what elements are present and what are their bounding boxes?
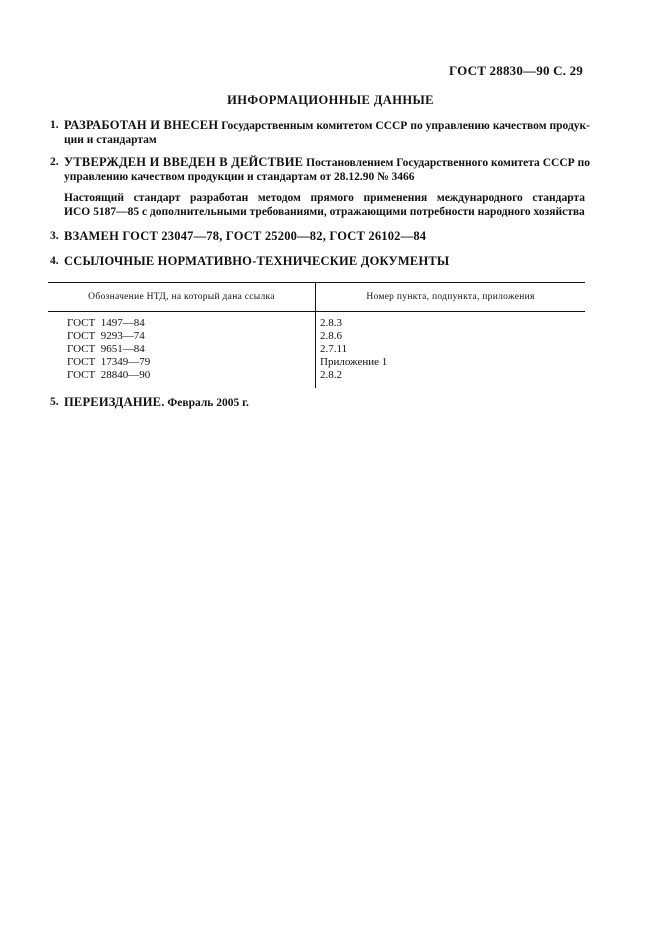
info-item-5 <box>50 395 590 410</box>
cell-designation: ГОСТ 1497—84 <box>67 317 145 329</box>
cell-designation: ГОСТ 17349—79 <box>67 356 151 368</box>
info-item-3 <box>50 229 590 244</box>
cell-designation: ГОСТ 28840—90 <box>67 369 151 381</box>
table-row <box>48 330 585 343</box>
table-row <box>48 343 585 356</box>
info-item-2 <box>50 155 590 184</box>
item-text <box>50 155 590 184</box>
item-text <box>50 229 590 244</box>
item-lead: УТВЕРЖДЕН И ВВЕДЕН В ДЕЙСТВИЕ <box>64 155 304 169</box>
reference-table <box>48 282 585 388</box>
item-text <box>50 118 590 147</box>
item-number: 4. <box>50 255 59 267</box>
item-number: 1. <box>50 119 59 131</box>
table-row <box>48 317 585 330</box>
cell-clause: 2.7.11 <box>320 343 348 355</box>
info-item-4 <box>50 254 590 269</box>
item-lead: ССЫЛОЧНЫЕ НОРМАТИВНО-ТЕХНИЧЕСКИЕ ДОКУМЕНТЫ <box>64 254 450 268</box>
table-row <box>48 369 585 382</box>
table-header <box>48 282 585 312</box>
cell-clause: 2.8.3 <box>320 317 342 329</box>
item-lead: ПЕРЕИЗДАНИЕ. <box>64 395 165 409</box>
item-number: 2. <box>50 156 59 168</box>
document-reference: ГОСТ 28830—90 С. 29 <box>449 63 583 78</box>
item-text <box>50 254 590 269</box>
column-header-designation: Обозначение НТД, на который дана ссылка <box>88 292 275 302</box>
cell-clause: 2.8.2 <box>320 369 342 381</box>
item-lead: ВЗАМЕН ГОСТ 23047—78, ГОСТ 25200—82, ГОСТ 26102—84 <box>64 229 427 243</box>
item-text <box>50 395 590 410</box>
note-line-1: Настоящий стандарт разработан методом прямого применения международного стандарта <box>64 192 585 204</box>
item-body: Февраль 2005 г. <box>164 397 249 409</box>
section-title: ИНФОРМАЦИОННЫЕ ДАННЫЕ <box>227 93 434 107</box>
item-lead: РАЗРАБОТАН И ВНЕСЕН <box>64 118 219 132</box>
item-number: 5. <box>50 396 59 408</box>
cell-designation: ГОСТ 9293—74 <box>67 330 145 342</box>
item-body: Постановлением Государственного комитета СССР по управлению качеством продукции и стандартам от 28.12.90 № 3466 <box>64 157 590 183</box>
item-number: 3. <box>50 230 59 242</box>
cell-designation: ГОСТ 9651—84 <box>67 343 145 355</box>
column-header-clause: Номер пункта, подпункта, приложения <box>366 292 535 302</box>
cell-clause: Приложение 1 <box>320 356 388 368</box>
note-line-2: ИСО 5187—85 с дополнительными требованиями, отражающими потребности народного хозяйства <box>64 206 585 218</box>
info-item-1 <box>50 118 590 147</box>
table-body <box>48 312 585 388</box>
table-row <box>48 356 585 369</box>
item-body: Государственным комитетом СССР по управлению качеством продук-ции и стандартам <box>64 120 590 146</box>
cell-clause: 2.8.6 <box>320 330 342 342</box>
